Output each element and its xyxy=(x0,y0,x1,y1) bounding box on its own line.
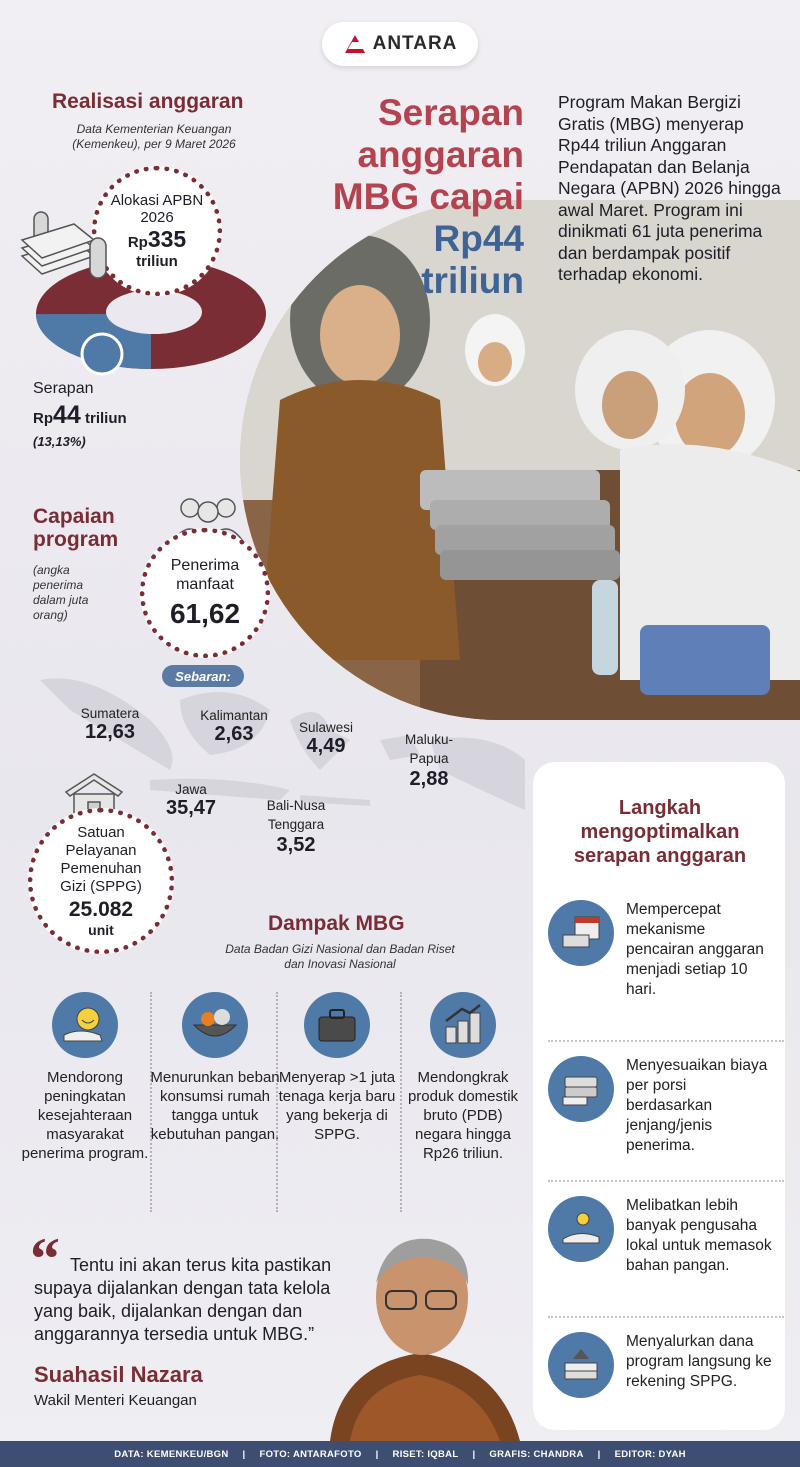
sppg-unit: unit xyxy=(88,922,114,938)
dampak-heading: Dampak MBG xyxy=(268,912,405,935)
serapan-value: 44 xyxy=(53,401,81,429)
impact-text: Menurunkan beban konsumsi rumah tangga untuk kebutuhan pangan. xyxy=(150,1069,280,1143)
langkah-item-2 xyxy=(548,1056,776,1156)
region-jawa xyxy=(158,782,224,820)
divider xyxy=(548,1316,784,1318)
region-bali-nusa-tenggara xyxy=(238,796,354,857)
langkah-item-3 xyxy=(548,1196,776,1276)
main-title xyxy=(264,92,524,302)
impact-text: Mendorong peningkatan kesejahteraan masyarakat penerima program. xyxy=(21,1069,149,1162)
credits-footer: DATA: KEMENKEU/BGN | FOTO: ANTARAFOTO | RISET: IQBAL | GRAFIS: CHANDRA | EDITOR: DYAH xyxy=(0,1441,800,1467)
credit-grafis: GRAFIS: CHANDRA xyxy=(489,1448,584,1460)
region-kalimantan xyxy=(186,708,282,746)
serapan-label: Serapan xyxy=(33,380,94,397)
title-line-1: Serapan xyxy=(377,92,524,133)
capaian-heading: Capaian program xyxy=(33,505,119,551)
sebaran-label: Sebaran: xyxy=(162,665,244,687)
money-transfer-icon xyxy=(548,1332,614,1398)
title-line-3: MBG capai xyxy=(332,176,524,217)
impact-text: Menyerap >1 juta tenaga kerja baru yang bekerja di SPPG. xyxy=(278,1069,396,1143)
quote-mark-icon: “ xyxy=(30,1226,60,1292)
region-value: 35,47 xyxy=(165,797,217,819)
langkah-text: Mempercepat mekanisme pencairan anggaran menjadi setiap 10 hari. xyxy=(626,901,764,998)
money-stack-icon xyxy=(18,208,114,288)
calendar-money-icon xyxy=(548,900,614,966)
title-line-5: triliun xyxy=(421,260,524,301)
impact-item-4 xyxy=(398,992,528,1163)
title-line-4: Rp44 xyxy=(433,218,524,259)
food-bowl-icon xyxy=(182,992,248,1058)
sppg-circle xyxy=(28,808,174,954)
langkah-text: Menyesuaikan biaya per porsi berdasarkan jenjang/jenis penerima. xyxy=(626,1057,768,1154)
penerima-label: Penerima manfaat xyxy=(170,557,240,593)
credit-data: DATA: KEMENKEU/BGN xyxy=(114,1448,229,1460)
impact-item-3 xyxy=(272,992,402,1144)
alokasi-label: Alokasi APBN 2026 xyxy=(110,192,204,226)
penerima-circle xyxy=(140,528,270,658)
quote-role: Wakil Menteri Keuangan xyxy=(34,1392,197,1409)
sppg-value: 25.082 xyxy=(68,898,134,921)
antara-logo xyxy=(322,22,478,66)
penerima-value: 61,62 xyxy=(169,598,241,629)
realisasi-source: Data Kementerian Keuangan (Kemenkeu), per 9 Maret 2026 xyxy=(72,122,236,151)
coins-growth-icon xyxy=(430,992,496,1058)
region-name: Sumatera xyxy=(80,706,140,721)
capaian-note: (angka penerima dalam juta orang) xyxy=(33,563,89,622)
region-value: 4,49 xyxy=(306,735,346,757)
region-name: Maluku-Papua xyxy=(404,732,453,766)
serapan-prefix: Rp xyxy=(33,410,53,427)
langkah-item-4 xyxy=(548,1332,776,1398)
region-sumatera xyxy=(70,706,150,744)
langkah-heading: Langkah mengoptimalkan serapan anggaran xyxy=(573,797,747,867)
alokasi-unit: triliun xyxy=(136,253,178,270)
serapan-marker xyxy=(82,334,122,374)
quote-text: Tentu ini akan terus kita pastikan supaya dijalankan dengan tata kelola yang baik, dijalankan dengan dan anggarannya tersedia untuk MBG.” xyxy=(34,1255,332,1344)
portrait-photo xyxy=(310,1225,530,1441)
impact-item-1 xyxy=(20,992,150,1163)
briefcase-icon xyxy=(304,992,370,1058)
impact-text: Mendongkrak produk domestik bruto (PDB) negara hingga Rp26 triliun. xyxy=(407,1069,519,1162)
divider xyxy=(548,1180,784,1182)
hand-smile-icon xyxy=(52,992,118,1058)
dampak-source: Data Badan Gizi Nasional dan Badan Riset dan Inovasi Nasional xyxy=(225,942,455,971)
food-tray-icon xyxy=(548,1056,614,1122)
intro-text: Program Makan Bergizi Gratis (MBG) menyerap Rp44 triliun Anggaran Pendapatan dan Belanja Negara (APBN) 2026 hingga awal Maret. Program ini dinikmati 61 juta penerima dan berdampak positif terhadap ekonomi. xyxy=(558,92,781,284)
credit-editor: EDITOR: DYAH xyxy=(614,1448,686,1460)
region-name: Bali-Nusa Tenggara xyxy=(266,798,326,832)
divider xyxy=(548,1040,784,1042)
region-value: 2,63 xyxy=(214,723,254,745)
langkah-item-1 xyxy=(548,900,776,1000)
antara-logo-icon xyxy=(343,33,367,55)
donut-hole xyxy=(106,290,202,334)
langkah-text: Melibatkan lebih banyak pengusaha lokal untuk memasok bahan pangan. xyxy=(626,1197,772,1274)
region-value: 3,52 xyxy=(276,834,316,856)
region-name: Jawa xyxy=(175,782,207,797)
brand-name: ANTARA xyxy=(372,33,458,54)
region-name: Kalimantan xyxy=(200,708,268,723)
region-sulawesi xyxy=(288,720,364,758)
serapan-unit: triliun xyxy=(84,410,127,427)
region-value: 2,88 xyxy=(409,768,449,790)
serapan-percent: (13,13%) xyxy=(33,434,86,449)
impact-item-2 xyxy=(150,992,280,1144)
alokasi-prefix: Rp xyxy=(127,234,148,251)
region-name: Sulawesi xyxy=(298,720,354,735)
credit-riset: RISET: IQBAL xyxy=(392,1448,459,1460)
quote-name: Suahasil Nazara xyxy=(34,1362,203,1387)
serapan-amount xyxy=(33,401,127,430)
credit-foto: FOTO: ANTARAFOTO xyxy=(259,1448,362,1460)
realisasi-heading: Realisasi anggaran xyxy=(52,90,244,113)
hand-supply-icon xyxy=(548,1196,614,1262)
langkah-text: Menyalurkan dana program langsung ke rekening SPPG. xyxy=(626,1333,772,1390)
title-line-2: anggaran xyxy=(357,134,524,175)
region-maluku-papua xyxy=(396,730,462,791)
sppg-label: Satuan Pelayanan Pemenuhan Gizi (SPPG) xyxy=(60,824,142,895)
alokasi-value: 335 xyxy=(147,226,187,252)
region-value: 12,63 xyxy=(84,721,136,743)
